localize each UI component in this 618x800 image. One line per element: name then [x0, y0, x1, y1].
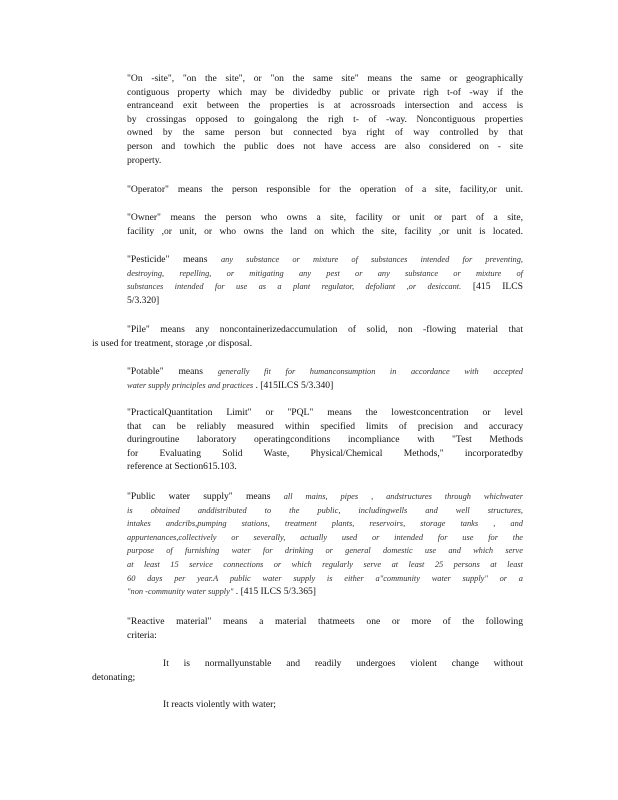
term: "Public water supply" — [127, 491, 233, 502]
italic-text: "non -community water supply" — [127, 587, 234, 597]
definition-pile — [92, 323, 523, 350]
definition-reactive-material — [127, 615, 523, 642]
italic-text: appurtenances,collectively or severally, actually used or intended for use for the — [127, 532, 523, 542]
text-line — [127, 280, 523, 294]
citation: . [415 ILCS 5/3.365] — [235, 586, 316, 598]
text-line — [127, 572, 523, 586]
italic-text: destroying, repelling, or mitigating any pest or any substance or mixture of — [127, 268, 523, 278]
text-line: that can be reliably measured within specified limits of precision and accuracy — [127, 420, 523, 432]
text-line: "Reactive material" means a material thatmeets one or more of the following — [127, 616, 523, 627]
italic-text: water supply principles and practices — [127, 380, 254, 390]
italic-text: any substance or mixture of substances intended for preventing, — [220, 255, 524, 264]
definition-public-water-supply — [127, 490, 523, 599]
means-word: means — [245, 491, 271, 502]
text-line — [127, 379, 523, 393]
text-line — [127, 585, 523, 599]
text-line: 5/3.320] — [127, 294, 160, 306]
text-line: contiguous property which may be dividedby public or private righ t-of -way if the — [127, 86, 523, 98]
italic-text: substances intended for use as a plant regulator, defoliant ,or desiccant. — [127, 282, 462, 292]
text-line — [127, 531, 523, 545]
text-line: is used for treatment, storage ,or disposal. — [92, 337, 253, 349]
text-line — [127, 558, 523, 572]
text-line — [127, 517, 523, 531]
italic-text: at least 15 service connections or which regularly serve at least 25 persons at least — [127, 559, 523, 569]
text-line: duringroutine laboratory operatingconditions incompliance with "Test Methods — [127, 434, 523, 446]
definition-pesticide — [127, 253, 523, 307]
text-line: It reacts violently with water; — [163, 699, 276, 710]
italic-text: generally fit for humanconsumption in accordance with accepted — [217, 367, 523, 376]
text-line: "Owner" means the person who owns a site, facility or unit or part of a site, — [127, 212, 523, 223]
text-line — [127, 504, 523, 518]
text-line: "Pile" means any noncontainerizedaccumulation of solid, non -flowing material that — [127, 324, 523, 335]
means-word: means — [178, 366, 203, 377]
text-line — [127, 544, 523, 558]
text-line — [127, 490, 523, 504]
text-line: entranceand exit between the properties is at acrossroads intersection and access is — [127, 100, 523, 112]
definition-on-site — [127, 72, 523, 167]
term: "Pesticide" — [127, 254, 170, 265]
italic-text: 60 days per year.A public water supply is either a"community water supply" or a — [127, 573, 523, 583]
text-line: It is normallyunstable and readily undergoes violent change without — [163, 658, 523, 669]
text-line: owned by the same person but connected bya right of way controlled by that — [127, 127, 523, 139]
text-line: detonating; — [92, 671, 136, 683]
text-line: reference at Section615.103. — [127, 461, 237, 473]
text-line: facility ,or unit, or who owns the land on which the site, facility ,or unit is located. — [127, 225, 523, 237]
definition-pql — [127, 406, 523, 474]
citation: . [415ILCS 5/3.340] — [255, 379, 334, 391]
text-line: "On -site", "on the site", or "on the same site" means the same or geographically — [127, 73, 523, 84]
italic-text: purpose of furnishing water for drinking or general domestic use and which serve — [127, 546, 523, 556]
text-line: criteria: — [127, 629, 157, 641]
text-line: for Evaluating Solid Waste, Physical/Chemical Methods," incorporatedby — [127, 447, 523, 459]
definition-operator — [127, 183, 523, 197]
italic-text: is obtained anddistributed to the public, includingwells and well structures, — [127, 505, 523, 515]
text-line: "Operator" means the person responsible for the operation of a site, facility,or unit. — [127, 184, 523, 195]
text-line: property. — [127, 154, 162, 166]
text-line — [127, 365, 523, 379]
means-word: means — [182, 254, 208, 265]
criterion-2 — [163, 698, 276, 712]
criterion-1 — [92, 657, 523, 684]
text-line: by crossingas opposed to goingalong the righ t- of -way. Noncontiguous properties — [127, 113, 523, 125]
definition-owner — [127, 211, 523, 238]
italic-text: intakes andcribs,pumping stations, treatment plants, reservoirs, storage tanks , and — [127, 519, 523, 529]
text-line — [127, 253, 523, 267]
text-line — [127, 267, 523, 281]
citation: [415 ILCS — [472, 281, 523, 293]
text-line: person and towhich the public does not have access are also considered on - site — [127, 140, 523, 152]
text-line: "PracticalQuantitation Limit" or "PQL" means the lowestconcentration or level — [127, 407, 523, 418]
definition-potable — [127, 365, 523, 392]
term: "Potable" — [127, 366, 164, 377]
italic-text: all mains, pipes , andstructures through whichwater — [283, 492, 523, 501]
